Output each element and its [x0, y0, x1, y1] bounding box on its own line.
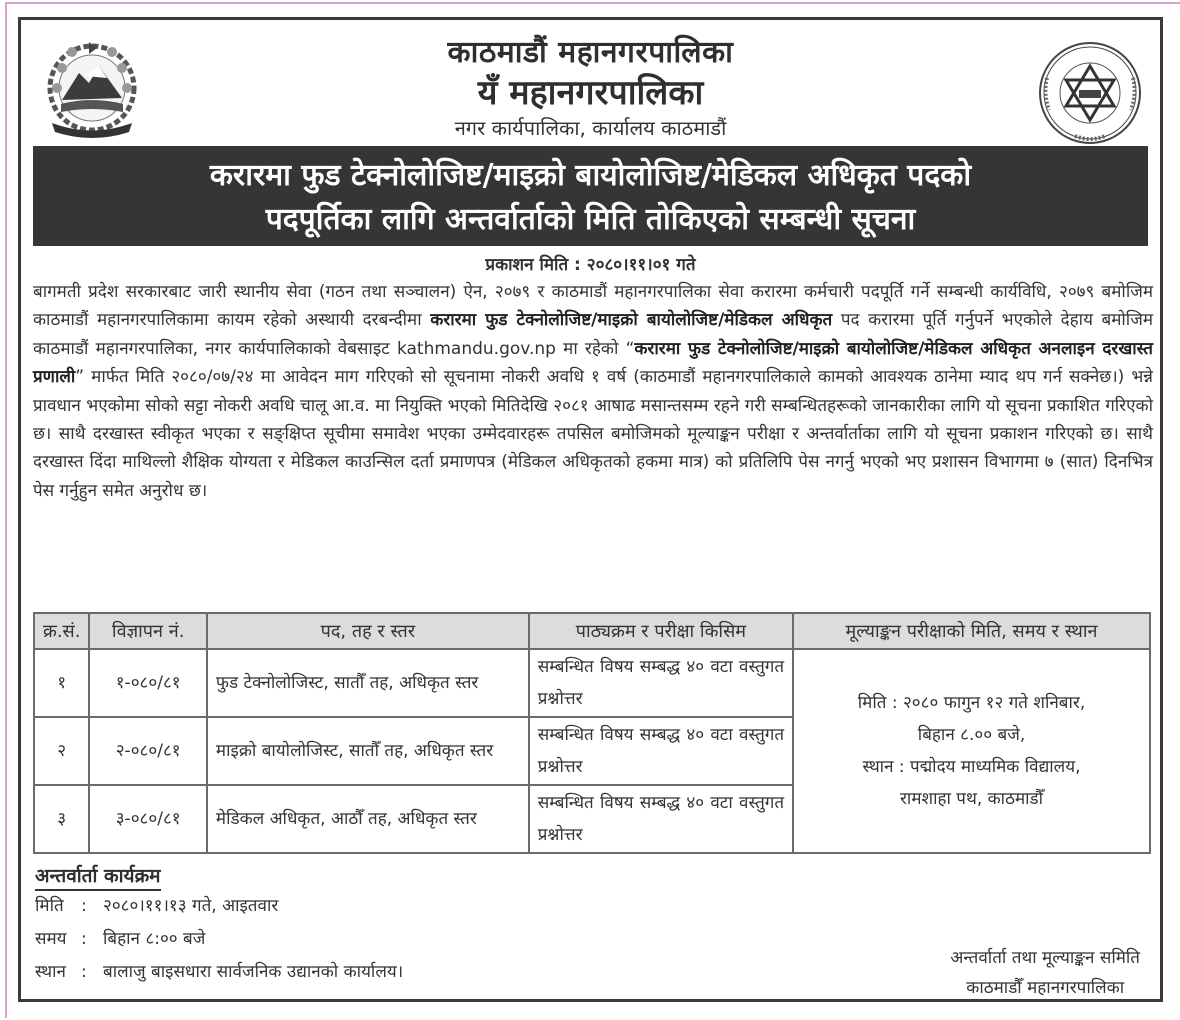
- cell-syllabus: सम्बन्धित विषय सम्बद्ध ४० वटा वस्तुगत प्रश्नोत्तर: [529, 717, 793, 785]
- body-bold-posts: करारमा फुड टेक्नोलोजिष्ट/माइक्रो बायोलोजिष्ट/मेडिकल अधिकृत: [430, 310, 833, 331]
- cell-ad-no: १-०८०/८१: [89, 649, 206, 717]
- signature-block: [950, 943, 1140, 1003]
- col-header-post: पद, तह र स्तर: [207, 613, 529, 649]
- separator: :: [81, 896, 87, 916]
- col-header-syllabus: पाठ्यक्रम र परीक्षा किसिम: [529, 613, 793, 649]
- interview-time-value: बिहान ८:०० बजे: [103, 929, 206, 949]
- org-name: काठमाडौं महानगरपालिका: [447, 35, 734, 70]
- body-text-1: बागमती प्रदेश सरकारबाट जारी स्थानीय सेवा (गठन तथा सञ्चालन) ऐन, २०७९ र काठमाडौं महानगरपालिका सेवा करारमा कर्मचारी पदपूर्ति गर्ने सम्बन्धी कार्यविधि, २०७९ बमोजिम काठमाडौं महानगरपालिकामा कायम रहेको अस्थायी दरबन्दीमा: [33, 282, 1153, 331]
- body-bold-system: करारमा फुड टेक्नोलोजिष्ट/माइक्रो बायोलोजिष्ट/मेडिकल अधिकृत अनलाइन दरखास्त प्रणाली: [33, 338, 1153, 388]
- exam-venue-address: रामशाहा पथ, काठमाडौँ: [899, 789, 1044, 809]
- cell-exam-info: [793, 649, 1150, 853]
- col-header-exam-info: मूल्याङ्कन परीक्षाको मिति, समय र स्थान: [793, 613, 1150, 649]
- cell-syllabus: सम्बन्धित विषय सम्बद्ध ४० वटा वस्तुगत प्रश्नोत्तर: [529, 649, 793, 717]
- separator: :: [81, 929, 87, 949]
- cell-ad-no: ३-०८०/८१: [89, 785, 206, 853]
- cell-post: मेडिकल अधिकृत, आठौँ तह, अधिकृत स्तर: [207, 785, 529, 853]
- body-text-3: ” मार्फत मिति २०८०/०७/२४ मा आवेदन माग गरिएको सो सूचनामा नोकरी अवधि १ वर्ष (काठमाडौं महानगरपालिकाले कामको आवश्यक ठानेमा म्याद थप गर्न सक्नेछ।) भन्ने प्रावधान भएकोमा सोको सट्टा नोकरी अवधि चालू आ.व. मा नियुक्ति भएको मितिदेखि २०८१ आषाढ मसान्तसम्म रहने गरी सम्बन्धितहरूको जानकारीका लागि यो सूचना प्रकाशित गरिएको छ। साथै दरखास्त स्वीकृत भएका र सङ्क्षिप्त सूचीमा समावेश भएका उम्मेदवारहरू तपसिल बमोजिमको मूल्याङ्कन परीक्षा र अन्तर्वार्ताका लागि यो सूचना प्रकाशन गरिएको छ। साथै दरखास्त दिंदा माथिल्लो शैक्षिक योग्यता र मेडिकल काउन्सिल दर्ता प्रमाणपत्र (मेडिकल अधिकृतको हकमा मात्र) को प्रतिलिपि पेस नगर्नु भएको भए प्रशासन विभागमा ७ (सात) दिनभित्र पेस गर्नुहुन समेत अनुरोध छ।: [33, 367, 1153, 501]
- notice-title-bar: [33, 146, 1148, 246]
- cell-syllabus: सम्बन्धित विषय सम्बद्ध ४० वटा वस्तुगत प्रश्नोत्तर: [529, 785, 793, 853]
- interview-venue-label: स्थान: [35, 962, 66, 982]
- exam-venue: स्थान : पद्मोदय माध्यमिक विद्यालय,: [862, 757, 1081, 777]
- notice-frame: [18, 17, 1163, 1002]
- exam-date: मिति : २०८० फागुन १२ गते शनिबार,: [857, 693, 1086, 713]
- notice-title-line2: पदपूर्तिका लागि अन्तर्वार्ताको मिति तोकिएको सम्बन्धी सूचना: [265, 202, 916, 237]
- interview-date-value: २०८०।११।१३ गते, आइतवार: [103, 896, 279, 916]
- notice-title-line1: करारमा फुड टेक्नोलोजिष्ट/माइक्रो बायोलोजिष्ट/मेडिकल अधिकृत पदको: [209, 158, 972, 193]
- table-row: [34, 649, 1150, 717]
- table-header-row: [34, 613, 1150, 649]
- org-name-newari: यँ महानगरपालिका: [477, 73, 704, 113]
- cell-sn: ३: [34, 785, 89, 853]
- interview-venue-row: [35, 959, 403, 982]
- cell-sn: २: [34, 717, 89, 785]
- cell-ad-no: २-०८०/८१: [89, 717, 206, 785]
- col-header-sn: क्र.सं.: [34, 613, 89, 649]
- col-header-ad-no: विज्ञापन नं.: [89, 613, 206, 649]
- publication-date: प्रकाशन मिति : २०८०।११।०१ गते: [485, 255, 696, 275]
- interview-date-label: मिति: [35, 896, 64, 916]
- interview-time-row: [35, 926, 205, 949]
- cell-sn: १: [34, 649, 89, 717]
- interview-heading: अन्तर्वार्ता कार्यक्रम: [35, 862, 161, 891]
- body-text-2: पद करारमा पूर्ति गर्नुपर्ने भएकोले देहाय बमोजिम काठमाडौं महानगरपालिका, नगर कार्यपालिकाको वेबसाइट kathmandu.gov.np मा रहेको “: [33, 310, 1153, 359]
- separator: :: [81, 962, 87, 982]
- signature-committee: अन्तर्वार्ता तथा मूल्याङ्कन समिति: [950, 948, 1140, 968]
- signature-org: काठमाडौँ महानगरपालिका: [966, 978, 1125, 998]
- exam-time: बिहान ८.०० बजे,: [917, 725, 1026, 745]
- cell-post: माइक्रो बायोलोजिस्ट, सातौँ तह, अधिकृत स्तर: [207, 717, 529, 785]
- office-name: नगर कार्यपालिका, कार्यालय काठमाडौं: [454, 116, 727, 140]
- interview-date-row: [35, 893, 278, 916]
- exam-schedule-table: [33, 612, 1151, 854]
- cell-post: फुड टेक्नोलोजिस्ट, सातौँ तह, अधिकृत स्तर: [207, 649, 529, 717]
- notice-body: [33, 278, 1153, 505]
- interview-time-label: समय: [35, 929, 67, 949]
- interview-venue-value: बालाजु बाइसधारा सार्वजनिक उद्यानको कार्यालय।: [103, 962, 404, 982]
